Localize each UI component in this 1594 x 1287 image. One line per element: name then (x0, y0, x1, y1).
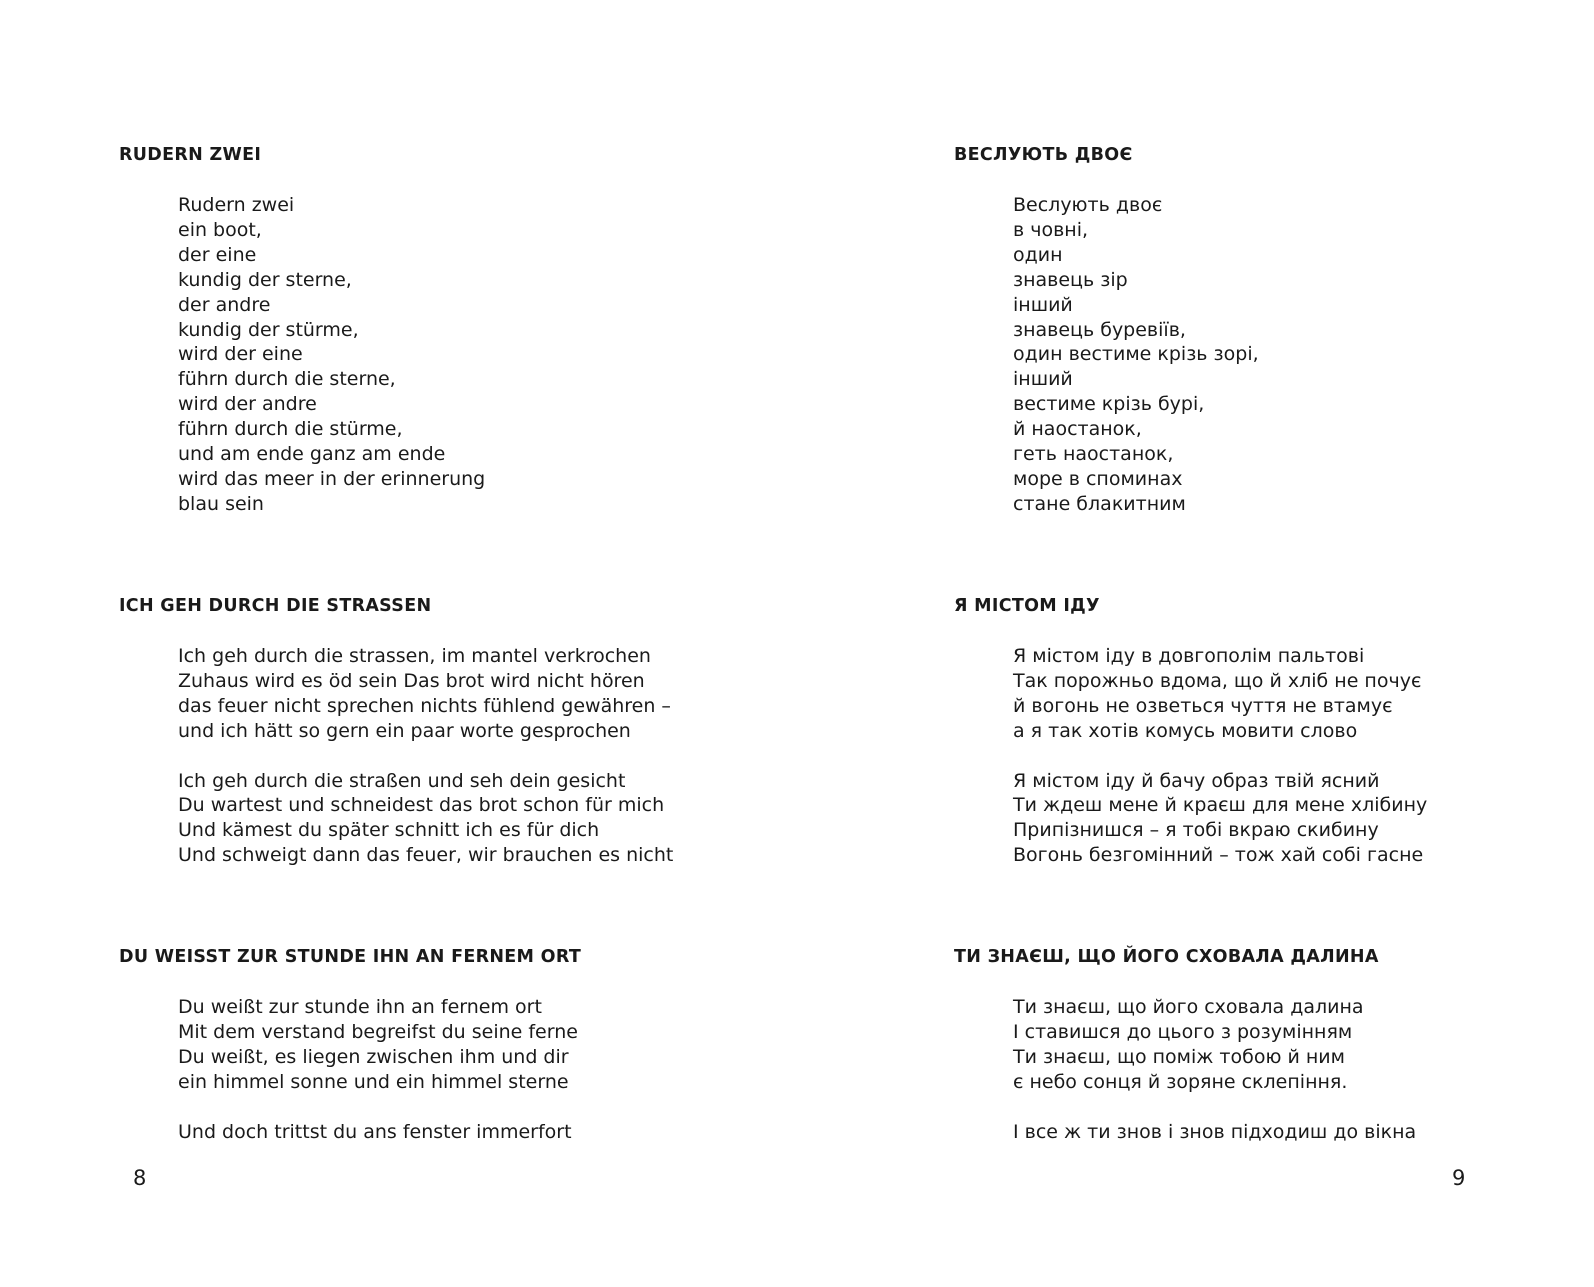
poem-line: Ти ждеш мене й краєш для мене хлібину (1013, 794, 1428, 817)
poem-line: стане блакитним (1013, 492, 1186, 515)
poem-ich-geh-durch-die-strassen (119, 594, 673, 868)
poem-line: Und doch trittst du ans fenster immerfort (178, 1120, 572, 1143)
poem-line: знавець буревіїв, (1013, 318, 1186, 341)
poem-line: Du weißt, es liegen zwischen ihm und dir (178, 1045, 569, 1068)
poem-line: Веслують двоє (1013, 194, 1163, 216)
poem-body (1013, 995, 1416, 1144)
poem-line: kundig der stürme, (178, 318, 359, 341)
stanza (1013, 1120, 1416, 1145)
poem-line: Und schweigt dann das feuer, wir brauchen es nicht (178, 844, 674, 867)
poem-rudern-zwei (119, 143, 485, 517)
poem-line: ein himmel sonne und ein himmel sterne (178, 1070, 569, 1093)
poem-line: Zuhaus wird es öd sein Das brot wird nicht hören (178, 669, 645, 692)
stanza (178, 644, 673, 744)
poem-du-weisst-zur-stunde (119, 945, 581, 1144)
poem-line: й наостанок, (1013, 418, 1142, 441)
poem-title: ICH GEH DURCH DIE STRASSEN (119, 596, 432, 616)
poem-body (178, 995, 581, 1144)
poem-title: ВЕСЛУЮТЬ ДВОЄ (954, 145, 1133, 165)
stanza (178, 769, 673, 869)
poem-line: ein boot, (178, 218, 262, 241)
page-number: 8 (133, 1166, 147, 1190)
poem-line: є небо сонця й зоряне склепіння. (1013, 1070, 1348, 1093)
stanza (1013, 644, 1427, 744)
poem-body (1013, 193, 1259, 517)
right-page (797, 0, 1594, 1287)
poem-line: und am ende ganz am ende (178, 443, 446, 466)
poem-line: а я так хотів комусь мовити слово (1013, 719, 1358, 742)
poem-line: wird der eine (178, 343, 303, 366)
poem-line: геть наостанок, (1013, 443, 1174, 466)
poem-title: RUDERN ZWEI (119, 145, 262, 165)
poem-line: знавець зір (1013, 268, 1128, 291)
poem-body (178, 193, 485, 517)
poem-line: der eine (178, 243, 257, 266)
poem-veslyiut-dvoie (954, 143, 1259, 517)
poem-line: Du weißt zur stunde ihn an fernem ort (178, 996, 542, 1018)
poem-line: вестиме крізь бурі, (1013, 393, 1205, 416)
poem-line: das feuer nicht sprechen nichts fühlend gewähren – (178, 694, 671, 717)
stanza (1013, 193, 1259, 517)
page-number: 9 (1452, 1166, 1466, 1190)
poem-line: Ти знаєш, що його сховала далина (1013, 996, 1364, 1018)
poem-line: один вестиме крізь зорі, (1013, 343, 1259, 366)
poem-line: blau sein (178, 492, 264, 515)
poem-line: und ich hätt so gern ein paar worte gesprochen (178, 719, 631, 742)
poem-line: інший (1013, 368, 1073, 391)
poem-line: Ich geh durch die strassen, im mantel verkrochen (178, 645, 651, 667)
poem-title: ТИ ЗНАЄШ, ЩО ЙОГО СХОВАЛА ДАЛИНА (954, 947, 1379, 967)
stanza (178, 995, 581, 1095)
stanza (1013, 995, 1416, 1095)
poem-line: kundig der sterne, (178, 268, 352, 291)
poem-line: інший (1013, 293, 1073, 316)
poem-title: DU WEISST ZUR STUNDE IHN AN FERNEM ORT (119, 947, 582, 967)
poem-line: море в споминах (1013, 467, 1183, 490)
poem-line: Я містом іду в довгополім пальтові (1013, 645, 1365, 667)
poem-line: й вогонь не озветься чуття не втамує (1013, 694, 1393, 717)
poem-line: wird der andre (178, 393, 317, 416)
poem-body (178, 644, 673, 868)
poem-line: один (1013, 243, 1063, 266)
poem-line: І все ж ти знов і знов підходиш до вікна (1013, 1120, 1417, 1143)
poem-line: Так порожньо вдома, що й хліб не почує (1013, 669, 1422, 692)
poem-line: führn durch die sterne, (178, 368, 396, 391)
poem-line: Rudern zwei (178, 194, 295, 216)
poem-line: Mit dem verstand begreifst du seine ferne (178, 1020, 578, 1043)
poem-title: Я МІСТОМ ІДУ (954, 596, 1100, 616)
poem-ya-mistom-idu (954, 594, 1427, 868)
poem-line: І ставишся до цього з розумінням (1013, 1020, 1353, 1043)
poem-ty-znaiesh (954, 945, 1416, 1144)
poem-body (1013, 644, 1427, 868)
poem-line: führn durch die stürme, (178, 418, 403, 441)
poem-line: в човні, (1013, 218, 1089, 241)
poem-line: Я містом іду й бачу образ твій ясний (1013, 769, 1380, 792)
stanza (178, 193, 485, 517)
poem-line: Вогонь безгомінний – тож хай собі гасне (1013, 844, 1424, 867)
poem-line: Припізнишся – я тобі вкраю скибину (1013, 819, 1379, 842)
poem-line: Ich geh durch die straßen und seh dein gesicht (178, 769, 626, 792)
poem-line: der andre (178, 293, 271, 316)
stanza (178, 1120, 581, 1145)
poem-line: Und kämest du später schnitt ich es für dich (178, 819, 600, 842)
poem-line: Ти знаєш, що поміж тобою й ним (1013, 1045, 1345, 1068)
poem-line: Du wartest und schneidest das brot schon für mich (178, 794, 665, 817)
stanza (1013, 769, 1427, 869)
poem-line: wird das meer in der erinnerung (178, 467, 486, 490)
